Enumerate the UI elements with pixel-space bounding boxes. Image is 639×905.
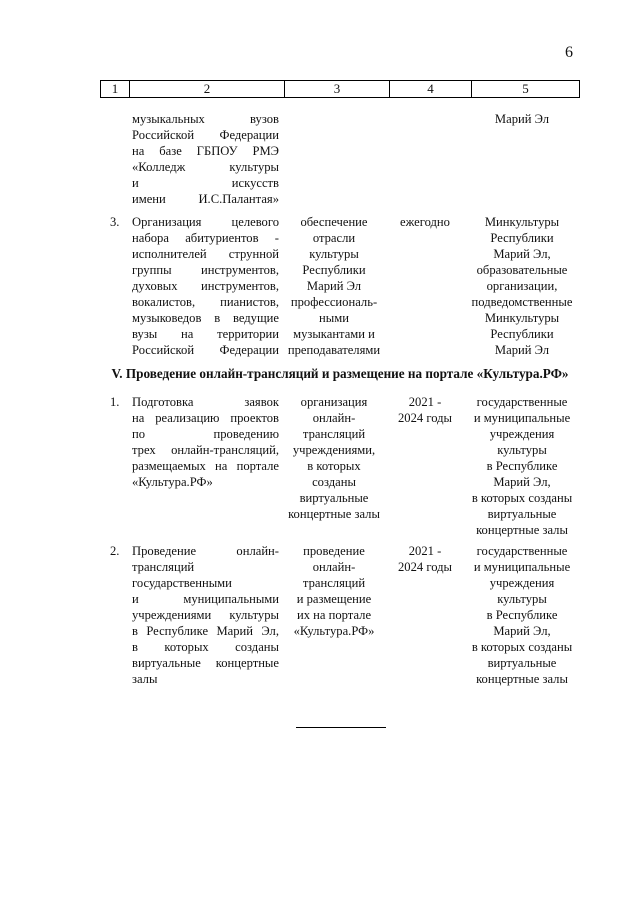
text-line: концертные залы xyxy=(476,523,568,537)
text-line: 2021 - xyxy=(408,395,442,409)
text-line: их на портале xyxy=(296,608,372,622)
row-number: 3. xyxy=(110,215,120,229)
text-line: и муниципальными xyxy=(132,592,279,606)
text-line: Марий Эл xyxy=(494,343,550,357)
text-line: образовательные xyxy=(476,263,568,277)
text-line: «Колледж культуры xyxy=(132,160,279,174)
text-line: организации, xyxy=(486,279,558,293)
text-line: трансляций xyxy=(132,560,195,574)
page-number: 6 xyxy=(565,44,573,61)
text-line: залы xyxy=(132,672,158,686)
text-line: Организация целевого xyxy=(132,215,279,229)
text-line: виртуальные xyxy=(487,507,557,521)
text-line: в которых xyxy=(307,459,361,473)
deadline xyxy=(392,214,458,230)
text-line: ными xyxy=(319,311,349,325)
responsible xyxy=(460,214,584,358)
responsible xyxy=(460,394,584,538)
text-line: по проведению xyxy=(132,427,279,441)
text-line: на базе ГБПОУ РМЭ xyxy=(132,144,279,158)
text-line: и муниципальные xyxy=(473,411,571,425)
text-line: Марий Эл, xyxy=(493,624,551,638)
column-number-1: 1 xyxy=(100,81,130,97)
text-line: виртуальные концертные xyxy=(132,656,279,670)
text-line: Минкультуры xyxy=(484,215,560,229)
text-line: подведомственные xyxy=(471,295,573,309)
text-line: в Республике Марий Эл, xyxy=(132,624,279,638)
text-line: учреждения xyxy=(489,576,555,590)
text-line: преподавателями xyxy=(287,343,381,357)
text-line: группы инструментов, xyxy=(132,263,279,277)
text-line: Марий Эл, xyxy=(493,247,551,261)
event-description xyxy=(132,543,279,687)
text-line: онлайн- xyxy=(312,411,356,425)
column-number-2: 2 xyxy=(130,81,285,97)
event-description xyxy=(132,111,279,207)
text-line: Минкультуры xyxy=(484,311,560,325)
text-line: набора абитуриентов - xyxy=(132,231,279,245)
text-line: ежегодно xyxy=(400,215,450,229)
text-line: 2021 - xyxy=(408,544,442,558)
text-line: виртуальные xyxy=(299,491,369,505)
column-number-3: 3 xyxy=(285,81,390,97)
text-line: государственными xyxy=(132,576,232,590)
text-line: в Республике xyxy=(486,608,558,622)
text-line: Марий Эл, xyxy=(493,475,551,489)
text-line: учреждениями, xyxy=(292,443,376,457)
text-line: Республики xyxy=(302,263,366,277)
text-line: «Культура.РФ» xyxy=(293,624,375,638)
text-line: музыкантами и xyxy=(293,327,375,341)
event-description xyxy=(132,394,279,490)
text-line: государственные xyxy=(476,395,568,409)
event-description xyxy=(132,214,279,358)
text-line: концертные залы xyxy=(288,507,380,521)
text-line: онлайн- xyxy=(312,560,356,574)
text-line: в Республике xyxy=(486,459,558,473)
text-line: трех онлайн-трансляций, xyxy=(132,443,279,457)
text-line: «Культура.РФ» xyxy=(132,475,213,489)
text-line: вузы на территории xyxy=(132,327,279,341)
text-line: концертные залы xyxy=(476,672,568,686)
text-line: музыковедов в ведущие xyxy=(132,311,279,325)
text-line: в которых созданы xyxy=(471,491,573,505)
responsible xyxy=(460,543,584,687)
column-number-5: 5 xyxy=(472,81,580,97)
text-line: виртуальные xyxy=(487,656,557,670)
text-line: профессиональ- xyxy=(290,295,378,309)
table-header xyxy=(100,80,580,98)
text-line: проведение xyxy=(303,544,365,558)
deadline xyxy=(392,394,458,426)
text-line: Проведение онлайн- xyxy=(132,544,279,558)
row-number: 2. xyxy=(110,544,120,558)
expected-result xyxy=(285,214,383,358)
expected-result xyxy=(285,394,383,522)
end-rule xyxy=(296,727,386,728)
text-line: учреждения xyxy=(489,427,555,441)
text-line: Российской Федерации xyxy=(132,128,279,142)
text-line: духовых инструментов, xyxy=(132,279,279,293)
text-line: и муниципальные xyxy=(473,560,571,574)
column-number-4: 4 xyxy=(390,81,472,97)
text-line: размещаемых на портале xyxy=(132,459,279,473)
text-line: Подготовка заявок xyxy=(132,395,279,409)
text-line: отрасли xyxy=(312,231,356,245)
section-title: V. Проведение онлайн-трансляций и размещение на портале «Культура.РФ» xyxy=(111,366,569,381)
text-line: вокалистов, пианистов, xyxy=(132,295,279,309)
text-line: имени И.С.Палантая» xyxy=(132,192,279,206)
text-line: трансляций xyxy=(302,576,366,590)
text-line: музыкальных вузов xyxy=(132,112,279,126)
text-line: в которых созданы xyxy=(132,640,279,654)
text-line: исполнителей струнной xyxy=(132,247,279,261)
text-line: культуры xyxy=(497,443,547,457)
text-line: трансляций xyxy=(302,427,366,441)
text-line: Республики xyxy=(490,327,554,341)
text-line: в которых созданы xyxy=(471,640,573,654)
text-line: Республики xyxy=(490,231,554,245)
row-number: 1. xyxy=(110,395,120,409)
text-line: и размещение xyxy=(296,592,372,606)
text-line: культуры xyxy=(497,592,547,606)
text-line: 2024 годы xyxy=(398,411,452,425)
text-line: организация xyxy=(300,395,368,409)
text-line: обеспечение xyxy=(300,215,368,229)
text-line: государственные xyxy=(476,544,568,558)
text-line: на реализацию проектов xyxy=(132,411,279,425)
text-line: и искусств xyxy=(132,176,279,190)
text-line: культуры xyxy=(309,247,359,261)
expected-result xyxy=(285,543,383,639)
text-line: 2024 годы xyxy=(398,560,452,574)
responsible xyxy=(460,111,584,127)
text-line: Марий Эл xyxy=(494,112,550,126)
text-line: созданы xyxy=(312,475,356,489)
text-line: учреждениями культуры xyxy=(132,608,279,622)
text-line: Марий Эл xyxy=(306,279,362,293)
deadline xyxy=(392,543,458,575)
text-line: Российской Федерации xyxy=(132,343,279,357)
